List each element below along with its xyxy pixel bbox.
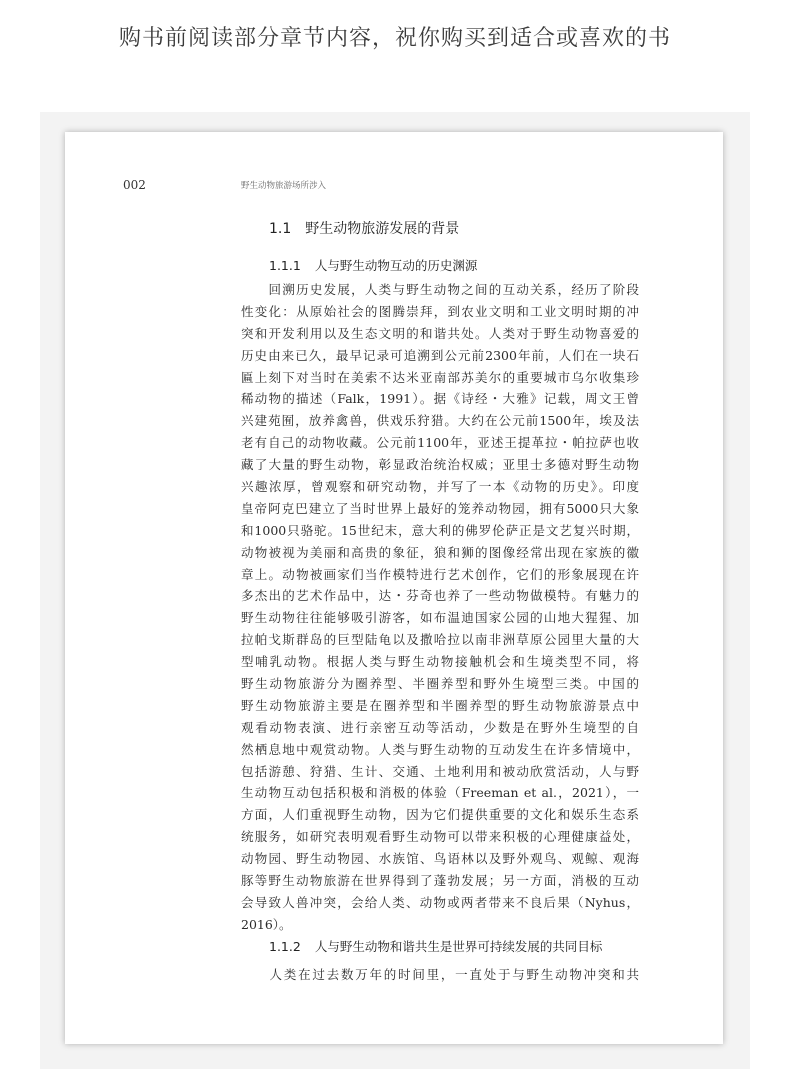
text-line: 稀动物的描述（Falk，1991）。据《诗经・大雅》记载，周文王曾 — [241, 391, 639, 407]
banner-text: 购书前阅读部分章节内容，祝你购买到适合或喜欢的书 — [118, 25, 671, 51]
text-line: 历史由来已久，最早记录可追溯到公元前2300年前，人们在一块石 — [241, 347, 639, 363]
text-line: 动物园、野生动物园、水族馆、鸟语林以及野外观鸟、观鲸、观海 — [241, 851, 639, 867]
book-page — [65, 132, 723, 1044]
text-line: 野生动物旅游主要是在圈养型和半圈养型的野生动物旅游景点中 — [241, 697, 639, 713]
text-line: 野生动物旅游分为圈养型、半圈养型和野外生境型三类。中国的 — [241, 676, 639, 692]
text-line: 性变化：从原始社会的图腾崇拜，到农业文明和工业文明时期的冲 — [241, 303, 639, 319]
text-line: 兴建苑囿，放养禽兽，供戏乐狩猎。大约在公元前1500年，埃及法 — [241, 413, 639, 429]
section-number: 1.1 — [269, 221, 292, 237]
subsection-heading-2 — [269, 937, 602, 955]
text-line: 匾上刻下对当时在美索不达米亚南部苏美尔的重要城市乌尔收集珍 — [241, 369, 639, 385]
text-line: 皇帝阿克巴建立了当时世界上最好的笼养动物园，拥有5000只大象 — [241, 500, 639, 516]
text-line: 动物被视为美丽和高贵的象征，狼和狮的图像经常出现在家族的徽 — [241, 544, 639, 560]
text-line: 然栖息地中观赏动物。人类与野生动物的互动发生在许多情境中， — [241, 741, 639, 757]
text-line: 兴趣浓厚，曾观察和研究动物，并写了一本《动物的历史》。印度 — [241, 479, 639, 495]
text-line: 多杰出的艺术作品中，达・芬奇也养了一些动物做模特。有魅力的 — [241, 588, 639, 604]
subsection-number: 1.1.2 — [269, 939, 301, 954]
text-line: 型哺乳动物。根据人类与野生动物接触机会和生境类型不同，将 — [241, 654, 639, 670]
paragraph-2 — [241, 964, 639, 986]
text-line: 人类在过去数万年的时间里，一直处于与野生动物冲突和共 — [241, 967, 639, 982]
text-line: 藏了大量的野生动物，彰显政治统治权威；亚里士多德对野生动物 — [241, 457, 639, 473]
page-number: 002 — [123, 178, 146, 192]
text-line: 生动物互动包括积极和消极的体验（Freeman et al.，2021），一 — [241, 785, 639, 801]
subsection-title: 人与野生动物互动的历史渊源 — [314, 258, 478, 273]
section-title: 野生动物旅游发展的背景 — [305, 221, 460, 237]
text-line: 观看动物表演、进行亲密互动等活动，少数是在野外生境型的自 — [241, 719, 639, 735]
subsection-title: 人与野生动物和谐共生是世界可持续发展的共同目标 — [314, 939, 603, 954]
text-line: 老有自己的动物收藏。公元前1100年，亚述王提革拉・帕拉萨也收 — [241, 435, 639, 451]
subsection-heading-1 — [269, 256, 477, 274]
text-line: 包括游憩、狩猎、生计、交通、土地利用和被动欣赏活动，人与野 — [241, 763, 639, 779]
text-line: 2016）。 — [241, 916, 292, 932]
text-line: 野生动物往往能够吸引游客，如布温迪国家公园的山地大猩猩、加 — [241, 610, 639, 626]
paragraph-1 — [241, 279, 639, 936]
text-line: 回溯历史发展，人类与野生动物之间的互动关系，经历了阶段 — [241, 282, 639, 297]
subsection-number: 1.1.1 — [269, 258, 301, 273]
text-line: 会导致人兽冲突，会给人类、动物或两者带来不良后果（Nyhus， — [241, 894, 639, 910]
running-head: 野生动物旅游场所涉入 — [241, 181, 327, 191]
text-line: 豚等野生动物旅游在世界得到了蓬勃发展；另一方面，消极的互动 — [241, 873, 639, 889]
top-banner — [0, 0, 790, 80]
text-line: 统服务，如研究表明观看野生动物可以带来积极的心理健康益处， — [241, 829, 639, 845]
section-heading — [269, 218, 459, 238]
text-line: 章上。动物被画家们当作模特进行艺术创作，它们的形象展现在许 — [241, 566, 639, 582]
text-line: 拉帕戈斯群岛的巨型陆龟以及撒哈拉以南非洲草原公园里大量的大 — [241, 632, 639, 648]
text-line: 和1000只骆驼。15世纪末，意大利的佛罗伦萨正是文艺复兴时期， — [241, 522, 639, 538]
text-line: 突和开发利用以及生态文明的和谐共处。人类对于野生动物喜爱的 — [241, 325, 639, 341]
text-line: 方面，人们重视野生动物，因为它们提供重要的文化和娱乐生态系 — [241, 807, 639, 823]
